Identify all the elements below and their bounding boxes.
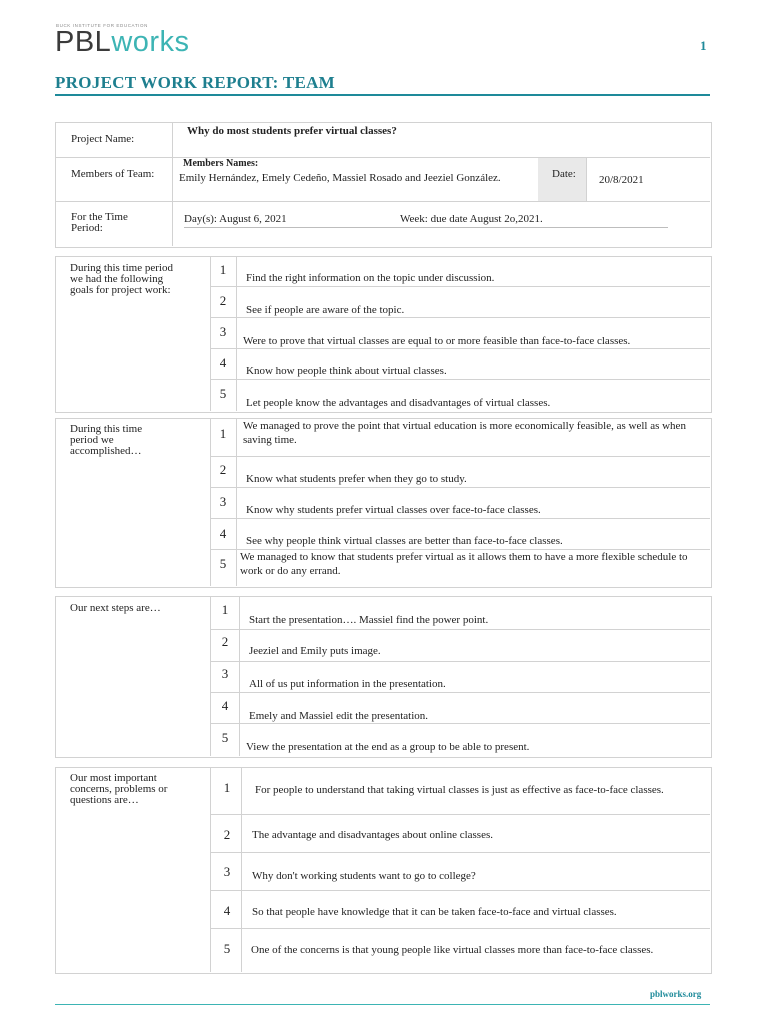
info-row-divider: [56, 157, 710, 158]
section-label-divider: [210, 768, 211, 972]
concern-text: Why don't working students want to go to college?: [252, 870, 476, 882]
row-divider: [211, 518, 710, 519]
page-title: PROJECT WORK REPORT: TEAM: [55, 73, 336, 92]
days-field: Day(s): August 6, 2021: [184, 212, 400, 228]
row-divider: [211, 890, 710, 891]
concern-number: 1: [223, 780, 231, 795]
title-divider: [55, 94, 710, 96]
goal-number: 3: [219, 324, 227, 339]
logo-works: works: [111, 26, 190, 58]
logo-pbl: PBL: [55, 26, 112, 58]
logo-tagline: BUCK INSTITUTE FOR EDUCATION: [56, 23, 148, 28]
goal-number: 4: [219, 355, 227, 370]
project-name-label: Project Name:: [71, 133, 135, 145]
row-divider: [211, 379, 710, 380]
row-divider: [211, 456, 710, 457]
next-step-text: Emely and Massiel edit the presentation.: [249, 710, 429, 722]
date-label: Date:: [552, 168, 576, 180]
goal-number: 2: [219, 293, 227, 308]
members-heading: Members Names:: [183, 158, 259, 169]
goal-number: 1: [219, 262, 227, 277]
concern-text: So that people have knowledge that it can be taken face-to-face and virtual classes.: [252, 906, 617, 918]
concern-text: One of the concerns is that young people like virtual classes more than face-to-face classes.: [251, 944, 654, 956]
date-value: 20/8/2021: [599, 174, 644, 186]
project-name-value: Why do most students prefer virtual classes?: [187, 125, 397, 137]
row-divider: [211, 661, 710, 662]
section-label-divider: [210, 597, 211, 756]
members-value: Emily Hernández, Emely Cedeño, Massiel Rosado and Jeeziel González.: [179, 172, 501, 184]
goal-text: See if people are aware of the topic.: [246, 304, 405, 316]
goal-text: Know how people think about virtual classes.: [246, 365, 447, 377]
next-step-text: All of us put information in the presentation.: [249, 678, 446, 690]
info-column-divider: [172, 123, 173, 246]
accomplished-number: 3: [219, 494, 227, 509]
number-column-divider: [239, 597, 240, 756]
accomplished-number: 2: [219, 462, 227, 477]
row-divider: [211, 692, 710, 693]
row-divider: [211, 852, 710, 853]
time-period-label: For the Time Period:: [71, 211, 128, 234]
accomplished-label: During this time period we accomplished…: [70, 423, 143, 457]
accomplished-text: Know why students prefer virtual classes over face-to-face classes.: [246, 504, 541, 516]
row-divider: [211, 814, 710, 815]
page-number: 1: [700, 38, 707, 53]
next-step-text: View the presentation at the end as a group to be able to present.: [246, 741, 530, 753]
concern-number: 3: [223, 864, 231, 879]
row-divider: [211, 629, 710, 630]
date-cell-divider: [586, 158, 587, 201]
row-divider: [211, 928, 710, 929]
concern-number: 5: [223, 941, 231, 956]
row-divider: [211, 487, 710, 488]
number-column-divider: [236, 419, 237, 586]
next-step-number: 4: [221, 698, 229, 713]
goal-text: Let people know the advantages and disadvantages of virtual classes.: [246, 397, 551, 409]
number-column-divider: [236, 257, 237, 411]
pblworks-logo: [55, 25, 190, 59]
next-step-number: 1: [221, 602, 229, 617]
next-step-number: 5: [221, 730, 229, 745]
members-label: Members of Team:: [71, 168, 155, 180]
goal-text: Find the right information on the topic under discussion.: [246, 272, 495, 284]
row-divider: [211, 286, 710, 287]
concern-number: 4: [223, 903, 231, 918]
accomplished-text: We managed to prove the point that virtual education is more economically feasible, as well as when saving time.: [243, 420, 686, 446]
next-step-number: 3: [221, 666, 229, 681]
section-label-divider: [210, 419, 211, 586]
footer-site-link[interactable]: pblworks.org: [650, 989, 702, 999]
next-steps-label: Our next steps are…: [70, 602, 161, 614]
next-step-text: Jeeziel and Emily puts image.: [249, 645, 381, 657]
number-column-divider: [241, 768, 242, 972]
concern-text: The advantage and disadvantages about online classes.: [252, 829, 494, 841]
info-row-divider: [56, 201, 710, 202]
goal-text: Were to prove that virtual classes are equal to or more feasible than face-to-face classes.: [243, 335, 631, 347]
next-step-number: 2: [221, 634, 229, 649]
concern-text: For people to understand that taking virtual classes is just as effective as face-to-face classes.: [255, 784, 664, 796]
footer-divider: [55, 1004, 710, 1005]
accomplished-number: 5: [219, 556, 227, 571]
concern-number: 2: [223, 827, 231, 842]
section-label-divider: [210, 257, 211, 411]
goal-number: 5: [219, 386, 227, 401]
week-field: Week: due date August 2o,2021.: [400, 212, 668, 228]
concerns-label: Our most important concerns, problems or questions are…: [70, 772, 168, 806]
accomplished-text: Know what students prefer when they go to study.: [246, 473, 467, 485]
next-step-text: Start the presentation…. Massiel find the power point.: [249, 614, 489, 626]
accomplished-text: See why people think virtual classes are better than face-to-face classes.: [246, 535, 563, 547]
accomplished-number: 1: [219, 426, 227, 441]
accomplished-number: 4: [219, 526, 227, 541]
goals-label: During this time period we had the following goals for project work:: [70, 262, 173, 296]
accomplished-text: We managed to know that students prefer virtual as it allows them to have a more flexible schedule to work or do any errand.: [240, 551, 688, 577]
